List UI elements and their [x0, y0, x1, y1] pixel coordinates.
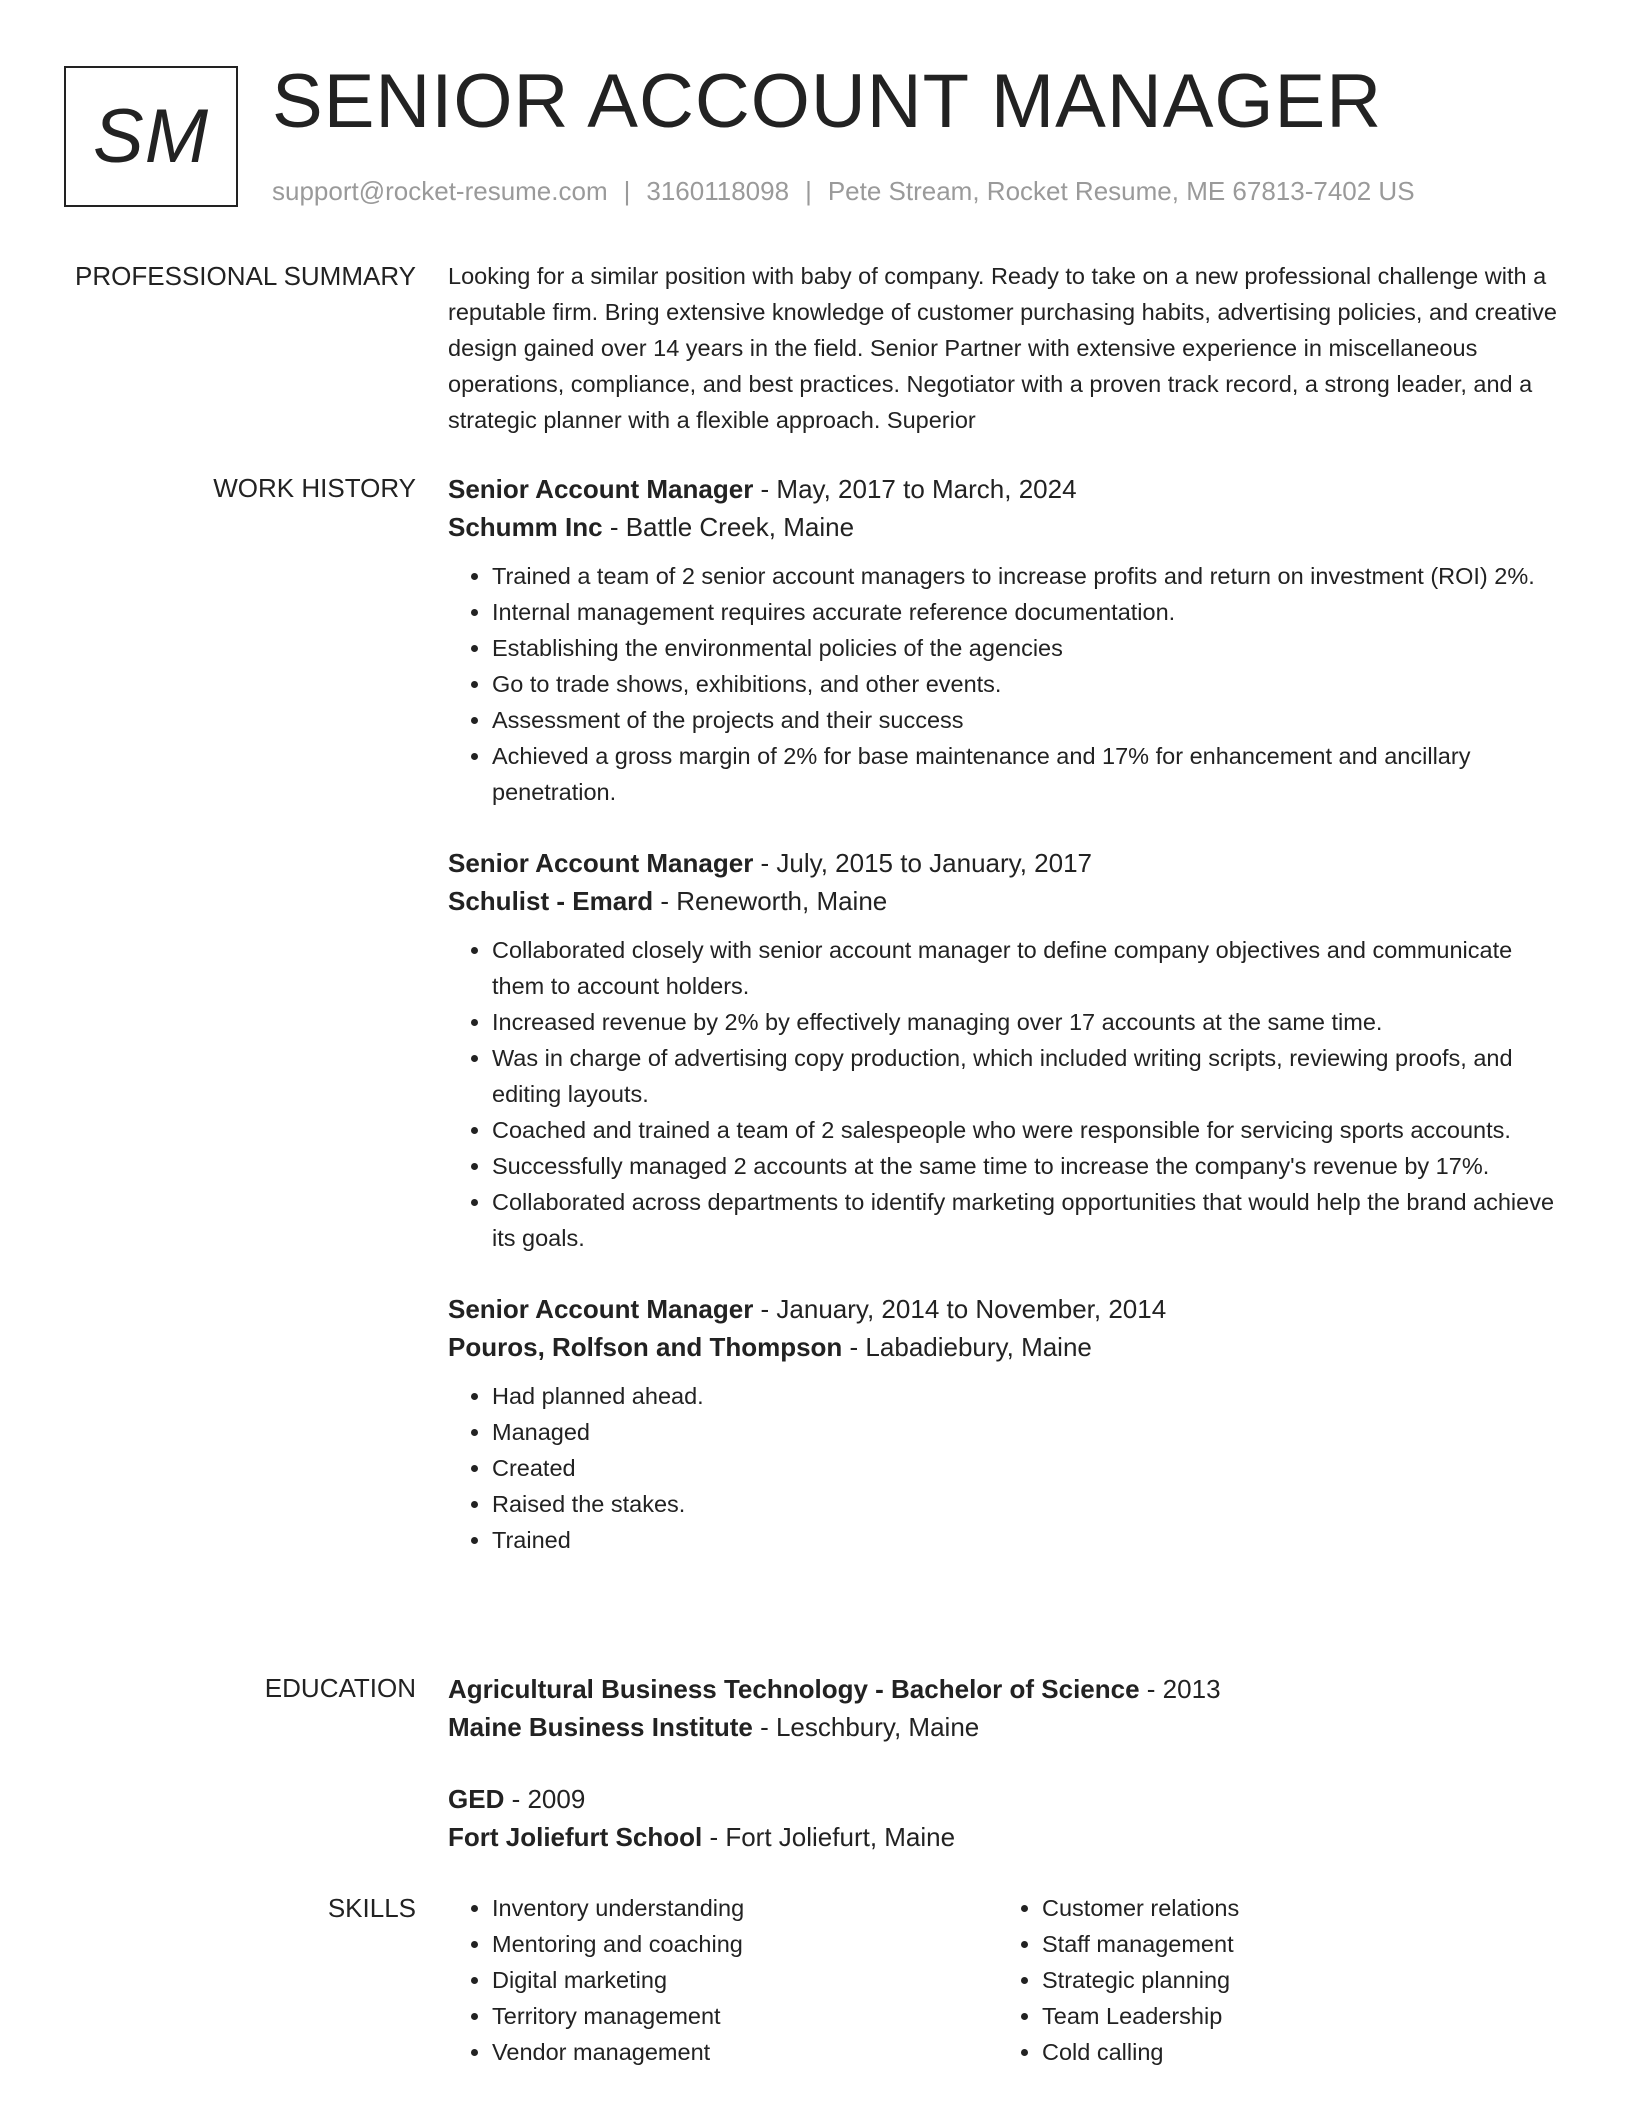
skill-item: • Cold calling — [1042, 2034, 1548, 2070]
job-bullet: • Collaborated across departments to identify marketing opportunities that would help the brand achieve its goals. — [492, 1184, 1568, 1256]
job-dates: - May, 2017 to March, 2024 — [753, 474, 1077, 504]
contact-line — [272, 174, 1415, 208]
monogram-logo: SM — [64, 66, 238, 207]
job-bullet: • Managed — [492, 1414, 1568, 1450]
degree-year: - 2009 — [504, 1784, 586, 1814]
job-location: - Battle Creek, Maine — [602, 512, 855, 542]
skills-columns — [448, 1890, 1568, 2070]
job-bullet: • Trained a team of 2 senior account managers to increase profits and return on investment (ROI) 2%. — [492, 558, 1568, 594]
job-bullets — [448, 1378, 1568, 1558]
job-company-line — [448, 882, 1568, 920]
job-bullet: • Assessment of the projects and their success — [492, 702, 1568, 738]
job-bullet: • Achieved a gross margin of 2% for base maintenance and 17% for enhancement and ancillary penetration. — [492, 738, 1568, 810]
job-entry — [448, 844, 1568, 1256]
degree: Agricultural Business Technology - Bachelor of Science — [448, 1674, 1140, 1704]
job-bullet: • Trained — [492, 1522, 1568, 1558]
degree: GED — [448, 1784, 505, 1814]
job-location: - Labadiebury, Maine — [842, 1332, 1092, 1362]
job-bullets — [448, 932, 1568, 1256]
degree-line — [448, 1780, 1568, 1818]
job-title: Senior Account Manager — [448, 1294, 754, 1324]
summary-text: Looking for a similar position with baby of company. Ready to take on a new professional challenge with a reputable firm. Bring extensive knowledge of customer purchasing habits, advertising policies, and creative design gained over 14 years in the field. Senior Partner with extensive experience in miscellaneous operations, compliance, and best practices. Negotiator with a proven track record, a strong leader, and a strategic planner with a flexible approach. Superior — [448, 263, 1557, 433]
school-line — [448, 1708, 1568, 1746]
skill-item: • Territory management — [492, 1998, 998, 2034]
school: Fort Joliefurt School — [448, 1822, 703, 1852]
job-entry — [448, 1290, 1568, 1558]
skill-item: • Mentoring and coaching — [492, 1926, 998, 1962]
job-company: Schumm Inc — [448, 512, 603, 542]
job-bullet: • Raised the stakes. — [492, 1486, 1568, 1522]
job-dates: - July, 2015 to January, 2017 — [753, 848, 1092, 878]
job-bullet: • Go to trade shows, exhibitions, and other events. — [492, 666, 1568, 702]
school-location: - Leschbury, Maine — [752, 1712, 980, 1742]
school-line — [448, 1818, 1568, 1856]
job-company-line — [448, 508, 1568, 546]
job-company: Pouros, Rolfson and Thompson — [448, 1332, 843, 1362]
contact-separator: | — [805, 176, 812, 206]
school: Maine Business Institute — [448, 1712, 753, 1742]
job-company-line — [448, 1328, 1568, 1366]
contact-separator: | — [623, 176, 631, 206]
job-title-line — [448, 470, 1568, 508]
skill-item: • Staff management — [1042, 1926, 1548, 1962]
skills-list-left — [448, 1890, 998, 2070]
education-heading: EDUCATION — [264, 1673, 416, 1703]
job-bullets — [448, 558, 1568, 810]
skill-item: • Vendor management — [492, 2034, 998, 2070]
skill-item: • Inventory understanding — [492, 1890, 998, 1926]
summary-heading: PROFESSIONAL SUMMARY — [75, 261, 416, 291]
job-bullet: • Was in charge of advertising copy production, which included writing scripts, reviewing proofs, and editing layouts. — [492, 1040, 1568, 1112]
job-bullet: • Increased revenue by 2% by effectively managing over 17 accounts at the same time. — [492, 1004, 1568, 1040]
skill-item: • Strategic planning — [1042, 1962, 1548, 1998]
degree-year: - 2013 — [1139, 1674, 1221, 1704]
contact-address: Pete Stream, Rocket Resume, ME 67813-7402 US — [827, 176, 1415, 206]
job-bullet: • Establishing the environmental policies of the agencies — [492, 630, 1568, 666]
school-location: - Fort Joliefurt, Maine — [702, 1822, 956, 1852]
job-bullet: • Successfully managed 2 accounts at the same time to increase the company's revenue by 17%. — [492, 1148, 1568, 1184]
contact-email[interactable]: support@rocket-resume.com — [272, 176, 608, 206]
job-company: Schulist - Emard — [448, 886, 654, 916]
job-bullet: • Collaborated closely with senior account manager to define company objectives and communicate them to account holders. — [492, 932, 1568, 1004]
skills-list-right — [998, 1890, 1548, 2070]
job-location: - Reneworth, Maine — [653, 886, 888, 916]
job-title: Senior Account Manager — [448, 848, 754, 878]
job-bullet: • Created — [492, 1450, 1568, 1486]
degree-line — [448, 1670, 1568, 1708]
job-title-line — [448, 844, 1568, 882]
job-bullet: • Had planned ahead. — [492, 1378, 1568, 1414]
skill-item: • Digital marketing — [492, 1962, 998, 1998]
job-bullet: • Internal management requires accurate reference documentation. — [492, 594, 1568, 630]
education-entry — [448, 1670, 1568, 1746]
job-title-line — [448, 1290, 1568, 1328]
skill-item: • Team Leadership — [1042, 1998, 1548, 2034]
job-bullet: • Coached and trained a team of 2 salespeople who were responsible for servicing sports accounts. — [492, 1112, 1568, 1148]
job-dates: - January, 2014 to November, 2014 — [753, 1294, 1167, 1324]
skills-heading: SKILLS — [327, 1893, 416, 1923]
resume-title: SENIOR ACCOUNT MANAGER — [272, 59, 1383, 144]
contact-phone[interactable]: 3160118098 — [646, 176, 790, 206]
job-entry — [448, 470, 1568, 810]
job-title: Senior Account Manager — [448, 474, 754, 504]
education-entry — [448, 1780, 1568, 1856]
skill-item: • Customer relations — [1042, 1890, 1548, 1926]
work-history-heading: WORK HISTORY — [213, 473, 416, 503]
